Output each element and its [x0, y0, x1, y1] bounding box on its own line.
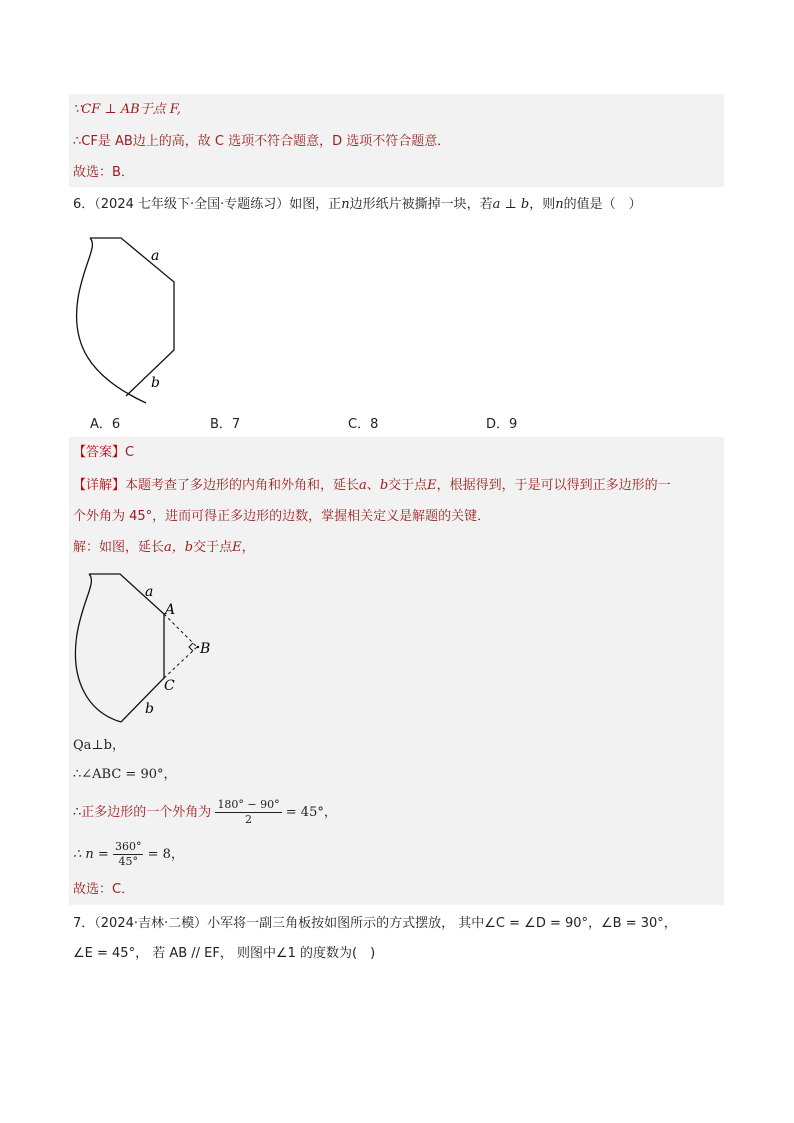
answer-value: C — [125, 445, 135, 460]
figure-label-b: b — [151, 375, 160, 391]
question-text-part: 边形纸片被撕掉一块，若 — [349, 197, 493, 212]
option-a: A．6 — [90, 417, 121, 432]
figure-label-a: a — [145, 584, 154, 600]
solution-step-2: ∴∠ABC = 90°， — [73, 767, 177, 782]
variable-n: n — [341, 197, 350, 212]
option-b: B．7 — [210, 417, 241, 432]
question-text-part: 的值是（ ） — [563, 197, 642, 212]
variable-E: E — [232, 540, 242, 555]
explanation-text: 交于点 — [388, 478, 428, 493]
question-number: 7． — [73, 916, 95, 931]
figure-label-C: C — [164, 678, 175, 694]
n-equals: ∴ n = — [73, 847, 109, 862]
solution-conclusion: 故选：C． — [73, 882, 135, 897]
fraction-numerator: 360° — [114, 840, 142, 853]
variables-a-b: a，b — [164, 540, 194, 555]
torn-polygon-figure — [68, 218, 188, 413]
fraction-result: = 45°， — [285, 805, 337, 820]
explanation-tag: 【详解】 — [73, 478, 126, 493]
fraction-side-count — [113, 840, 144, 869]
figure-label-b: b — [145, 701, 154, 717]
variable-n: n — [555, 197, 564, 212]
fraction-denominator: 2 — [245, 813, 253, 826]
prev-solution-line-3: 故选：B． — [73, 165, 134, 180]
option-c: C．8 — [348, 417, 379, 432]
figure-label-B: B — [200, 641, 211, 657]
variable-a: a — [359, 478, 367, 493]
solution-text: 解：如图，延长 — [73, 540, 165, 555]
therefore-symbol: ∴ — [73, 805, 82, 820]
condition-a-perp-b: a ⊥ b — [492, 197, 530, 212]
variable-E: E — [427, 478, 437, 493]
explanation-line-2: 个外角为 45°，进而可得正多边形的边数，掌握相关定义是解题的关键． — [73, 509, 491, 524]
question-number: 6． — [73, 197, 95, 212]
solution-text: 正多边形的一个外角为 — [81, 805, 212, 820]
solution-step-3 — [73, 796, 337, 830]
answer-line — [73, 443, 134, 463]
solution-step-1: Qa⊥b， — [73, 738, 125, 753]
separator: 、 — [366, 478, 380, 493]
fraction-numerator: 180° − 90° — [217, 798, 280, 811]
question-7-line-2: ∠E = 45°， 若 AB // EF， 则图中∠1 的度数为( ) — [73, 946, 376, 961]
question-text-part: ，则 — [529, 197, 556, 212]
figure-label-a: a — [151, 248, 160, 264]
variable-b: b — [379, 478, 389, 493]
explanation-text: 本题考查了多边形的内角和外角和，延长 — [125, 478, 360, 493]
option-d: D．9 — [486, 417, 518, 432]
fraction-result: = 8， — [147, 847, 184, 862]
question-6-stem — [73, 195, 642, 215]
extended-polygon-figure — [67, 562, 217, 732]
explanation-text: ，根据得到，于是可以得到正多边形的一 — [436, 478, 671, 493]
question-text: 小军将一副三角板按如图所示的方式摆放， 其中∠C = ∠D = 90°，∠B = 30°， — [207, 916, 677, 931]
fraction-denominator: 45° — [118, 855, 138, 868]
solution-text: ， — [241, 540, 255, 555]
fraction-exterior-angle — [215, 798, 281, 827]
question-source: （2024 七年级下·全国·专题练习） — [94, 197, 290, 212]
solution-step-4 — [73, 838, 184, 872]
prev-solution-line-2: ∴CF是 AB边上的高，故 C 选项不符合题意，D 选项不符合题意． — [73, 134, 451, 149]
prev-solution-line-1: ∵CF ⊥ AB于点 F, — [73, 102, 181, 117]
answer-tag: 【答案】 — [73, 445, 126, 460]
explanation-line-1 — [73, 476, 671, 496]
figure-label-A: A — [165, 602, 176, 618]
solution-line-1 — [73, 538, 255, 558]
question-source: （2024·吉林·二模） — [94, 916, 208, 931]
solution-text: 交于点 — [193, 540, 233, 555]
question-text-part: 如图，正 — [289, 197, 342, 212]
question-7-line-1 — [73, 914, 677, 934]
